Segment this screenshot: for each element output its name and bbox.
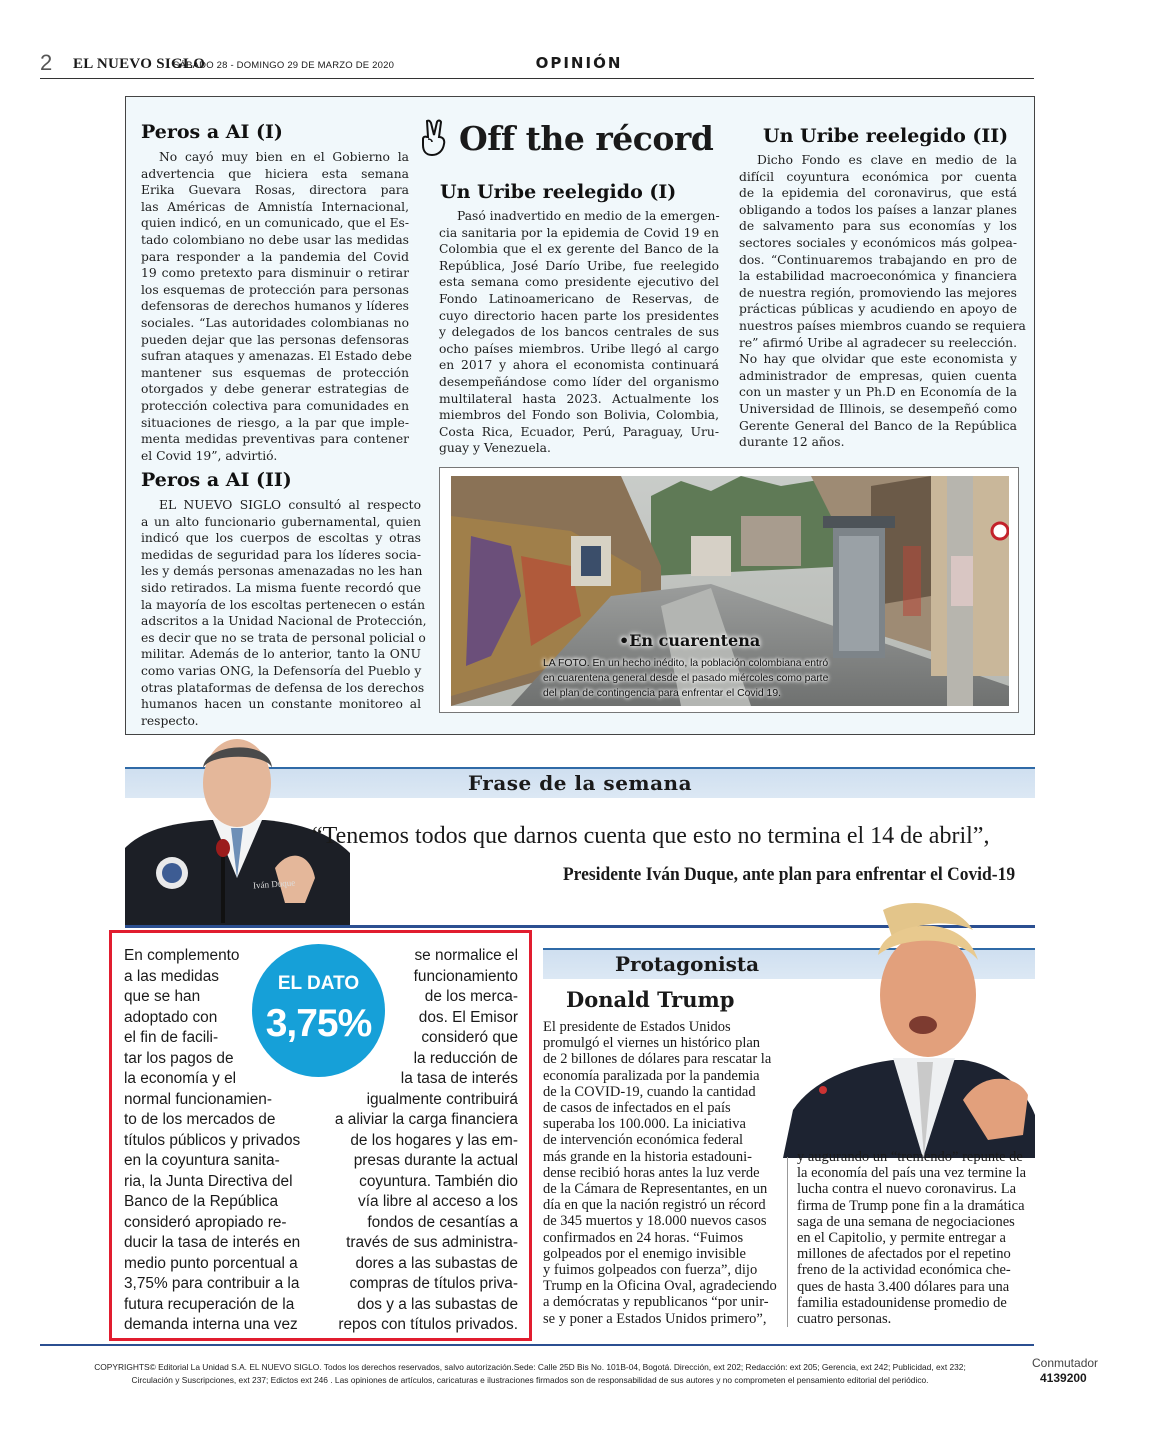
text-line: Trump en la Oficina Oval, agradeciendo xyxy=(543,1278,777,1295)
text-line: tar los pagos de xyxy=(124,1049,234,1067)
frase-attribution: Presidente Iván Duque, ante plan para enfrentar el Covid-19 xyxy=(563,864,1016,885)
el-dato-box xyxy=(109,930,532,1341)
text-line: difícil coyuntura económica por cuenta xyxy=(739,169,1017,184)
text-line: en la coyuntura sanita- xyxy=(124,1152,280,1169)
footer-rule xyxy=(40,1344,1034,1346)
text-line: dense recibió horas antes la luz verde xyxy=(543,1164,760,1181)
text-line: más grande en la historia estadouni- xyxy=(543,1148,752,1165)
text-line: Pasó inadvertido en medio de la emergen- xyxy=(457,209,720,223)
text-line: otras plataformas de defensa de los derechos xyxy=(141,680,425,695)
text-line: esta semana como presidente ejecutivo del xyxy=(439,275,719,290)
text-line: se y poner a Estados Unidos primero”, xyxy=(543,1310,767,1327)
text-line: pueden dejar que las personas defensoras xyxy=(141,332,409,347)
text-line: a un alto funcionario gubernamental, quien xyxy=(141,514,421,529)
text-line: militar. Además de lo anterior, tanto la ONU xyxy=(141,647,421,662)
text-line: multilateral hasta 2023. Actualmente los xyxy=(439,391,719,406)
text-line: sufran ataques y amenazas. El Estado debe xyxy=(141,349,412,364)
text-line: la tasa de interés xyxy=(400,1070,518,1087)
text-line: advertencia que hiciera esta semana xyxy=(141,166,409,181)
text-line: No hay que olvidar que este economista y xyxy=(739,352,1017,367)
off-the-record-title: Off the récord xyxy=(459,119,714,158)
text-line: firma de Trump pone fin a la dramática xyxy=(797,1197,1025,1214)
protagonista-col1 xyxy=(543,1019,779,1327)
text-line: de nuestra región, promoviendo las mejores xyxy=(739,285,1017,300)
text-line: con un master y un Ph.D en Economía de la xyxy=(739,385,1017,400)
text-line: menta medidas preventivas para contener xyxy=(141,432,409,447)
footer-copyright xyxy=(40,1361,1020,1387)
text-line: repos con títulos privados. xyxy=(338,1316,518,1333)
text-line: de 2 billones de dólares para rescatar la xyxy=(543,1051,772,1068)
text-line: de casos de infectados en el país xyxy=(543,1100,731,1117)
section-title: OPINIÓN xyxy=(535,54,623,72)
uribe-1-heading: Un Uribe reelegido (I) xyxy=(440,181,677,203)
text-line: consideró que xyxy=(421,1029,518,1046)
text-line: dos. “Continuaremos trabajando en pro de xyxy=(739,252,1017,267)
frase-label: Frase de la semana xyxy=(467,771,693,795)
text-line: tado colombiano no debe usar las medidas xyxy=(141,232,409,247)
text-line: vía libre al acceso a los xyxy=(358,1193,518,1210)
text-line: Erika Guevara Rosas, directora para xyxy=(141,183,409,198)
jacket-name: Iván Duque xyxy=(252,877,296,891)
text-line: del plan de contingencia para enfrentar el Covid 19. xyxy=(543,688,781,699)
text-line: protección colectiva para comunidades en xyxy=(141,398,409,413)
text-line: a aliviar la carga financiera xyxy=(334,1111,518,1128)
conmutador-label: Conmutador xyxy=(1032,1356,1099,1370)
text-line: a demócratas y republicanos “por unir- xyxy=(543,1294,769,1311)
text-line: ocho países miembros. Uribe llegó al cargo xyxy=(439,341,719,356)
text-line: desempeñándose como líder del organismo xyxy=(439,374,719,389)
text-line: No cayó muy bien en el Gobierno la xyxy=(159,150,409,164)
text-line: medio punto porcentual a xyxy=(124,1254,298,1272)
text-line: el Covid 19”, advirtió. xyxy=(141,448,278,463)
conmutador-number: 4139200 xyxy=(1040,1371,1087,1385)
photo-caption xyxy=(543,656,863,701)
off-the-record-box xyxy=(125,96,1035,735)
text-line: normal funcionamien- xyxy=(124,1090,272,1108)
text-line: superaba los 100.000. La iniciativa xyxy=(543,1116,746,1133)
text-line: re” afirmó Uribe al agradecer su reelección. xyxy=(739,335,1017,350)
text-line: Universidad de Illinois, se desempeñó como xyxy=(739,401,1017,416)
text-line: futura recuperación de la xyxy=(124,1295,295,1313)
text-line: de la epidemia del coronavirus, que está xyxy=(739,186,1017,201)
text-line: 19 como pretexto para disminuir o retirar xyxy=(141,266,409,281)
text-line: Colombia que el ex gerente del Banco de la xyxy=(439,242,719,257)
text-line: de salvamento para sus economías y los xyxy=(739,219,1017,234)
text-line: sociales. “Las autoridades colombianas no xyxy=(141,315,409,330)
text-line: golpeados por el enemigo invisible xyxy=(543,1245,746,1262)
text-line: el fin de facili- xyxy=(124,1029,219,1046)
text-line: dores a las subastas de xyxy=(355,1254,518,1272)
text-line: cuyo directorio hacen parte los presidentes xyxy=(439,308,719,323)
uribe-1-body xyxy=(439,208,719,457)
text-line: familia estadounidense promedio de xyxy=(797,1294,1007,1311)
donald-trump-photo xyxy=(783,900,1035,1158)
text-line: 3,75% para contribuir a la xyxy=(124,1275,300,1292)
text-line: administrador de empresas, quien cuenta xyxy=(739,368,1017,383)
text-line: Costa Rica, Ecuador, Perú, Paraguay, Uru- xyxy=(439,424,719,439)
protagonista-col2 xyxy=(797,1149,1035,1327)
text-line: otorgados y debe generar estrategias de xyxy=(141,382,409,397)
text-line: indicó que los cuerpos de escoltas y otras xyxy=(141,531,421,546)
text-line: saga de una semana de negociaciones xyxy=(797,1213,1015,1230)
text-line: de la COVID-19, cuando la cantidad xyxy=(543,1083,756,1100)
text-line: lucha contra el nuevo coronavirus. La xyxy=(797,1181,1017,1198)
quarantine-street-photo xyxy=(451,476,1009,706)
el-dato-label: EL DATO xyxy=(277,973,360,994)
photo-frame xyxy=(439,467,1019,713)
text-line: situaciones de riesgo, a la par que imple- xyxy=(141,415,409,430)
text-line: para responder a la pandemia del Covid xyxy=(141,249,409,264)
text-line: En complemento xyxy=(124,947,240,964)
text-line: ques de hasta 3.400 dólares para una xyxy=(797,1278,1010,1295)
text-line: la economía y el xyxy=(124,1070,237,1087)
text-line: Banco de la República xyxy=(124,1193,279,1210)
text-line: que se han xyxy=(124,988,201,1005)
text-line: cuatro personas. xyxy=(797,1311,892,1328)
text-line: la economía del país una vez termine la xyxy=(797,1165,1027,1182)
protagonista-label: Protagonista xyxy=(615,952,760,976)
text-line: economía paralizada por la pandemia xyxy=(543,1067,760,1084)
text-line: LA FOTO. En un hecho inédito, la población colombiana entró xyxy=(543,658,829,669)
text-line: es decir que no se trata de personal policial o xyxy=(141,630,426,645)
peros-2-body xyxy=(141,497,427,729)
text-line: confirmados en 24 horas. “Fuimos xyxy=(543,1229,744,1246)
text-line: les y demás personas amenazadas no les han xyxy=(141,564,423,579)
text-line: to de los mercados de xyxy=(124,1111,276,1128)
text-line: respecto. xyxy=(141,713,199,728)
text-line: sido retirados. La misma fuente recordó que xyxy=(141,580,421,595)
text-line: República, José Darío Uribe, fue reelegido xyxy=(439,258,719,273)
footer-line-1: COPYRIGHTS© Editorial La Unidad S.A. EL NUEVO SIGLO. Todos los derechos reservados, salvo autorización.Sede: Calle 25D Bis No. 101B-04, Bogotá. Dirección, ext 202; Redacción: ext 205; Gerencia, ext 242; Publicidad, ext 232; xyxy=(94,1362,966,1372)
text-line: a las medidas xyxy=(124,967,219,985)
text-line: funcionamiento xyxy=(413,967,518,985)
text-line: promulgó el viernes un histórico plan xyxy=(543,1035,761,1052)
text-line: demanda interna una vez xyxy=(124,1316,298,1333)
uribe-2-heading: Un Uribe reelegido (II) xyxy=(763,125,1009,147)
masthead: EL NUEVO SIGLO xyxy=(73,56,206,72)
el-dato-circle xyxy=(252,944,385,1077)
text-line: freno de la actividad económica che- xyxy=(797,1262,1011,1279)
peros-2-heading: Peros a AI (II) xyxy=(141,469,292,491)
text-line: EL NUEVO SIGLO consultó al respecto xyxy=(159,498,421,512)
text-line: millones de afectados por el repetino xyxy=(797,1246,1011,1263)
text-line: defensoras de derechos humanos y líderes xyxy=(141,299,409,314)
text-line: medidas de seguridad para los líderes socia- xyxy=(141,547,421,562)
issue-date: SÁBADO 28 - DOMINGO 29 DE MARZO DE 2020 xyxy=(173,60,395,71)
text-line: guay y Venezuela. xyxy=(439,441,551,456)
peros-1-body xyxy=(141,149,412,464)
text-line: coyuntura. También dio xyxy=(359,1172,518,1190)
text-line: de intervención económica federal xyxy=(543,1132,744,1149)
header-rule xyxy=(40,78,1034,79)
photo-caption-title: •En cuarentena xyxy=(619,631,761,650)
text-line: humanos hacen un constante monitoreo al xyxy=(141,697,421,712)
victory-hand-icon xyxy=(419,119,449,157)
text-line: adoptado con xyxy=(124,1008,218,1026)
text-line: y delegados de los bancos centrales de sus xyxy=(439,325,719,340)
text-line: miembros del Fondo son Bolivia, Colombia, xyxy=(439,408,719,423)
text-line: quien indicó, en un comunicado, que el Es- xyxy=(141,216,410,231)
column-divider xyxy=(787,1157,788,1327)
text-line: la estabilidad macroeconómica y financiera xyxy=(739,269,1017,284)
protagonista-name: Donald Trump xyxy=(566,987,735,1012)
text-line: durante 12 años. xyxy=(739,435,845,450)
frase-quote: “Tenemos todos que darnos cuenta que esto no termina el 14 de abril”, xyxy=(312,823,990,849)
text-line: de los hogares y las em- xyxy=(350,1131,518,1149)
text-line: nuestros países miembros cuando se requiera xyxy=(739,318,1026,333)
text-line: igualmente contribuirá xyxy=(366,1090,518,1108)
text-line: de la Cámara de Representantes, en un xyxy=(543,1181,768,1198)
text-line: adscritos a la Unidad Nacional de Protección, xyxy=(141,614,427,629)
text-line: compras de títulos priva- xyxy=(349,1275,518,1292)
text-line: la mayoría de los escoltas pertenecen o están xyxy=(141,597,426,612)
text-line: de los merca- xyxy=(424,988,518,1005)
text-line: los esquemas de protección para personas xyxy=(141,282,409,297)
text-line: se normalice el xyxy=(414,947,518,964)
text-line: Dicho Fondo es clave en medio de la xyxy=(757,153,1017,167)
text-line: ria, la Junta Directiva del xyxy=(124,1172,293,1190)
text-line: en 2017 y ahora el economista continuará xyxy=(439,358,719,373)
uribe-2-body xyxy=(739,152,1026,451)
text-line: las Américas de Amnistía Internacional, xyxy=(141,199,409,214)
text-line: Gerente General del Banco de la República xyxy=(739,418,1017,433)
text-line: de 345 muertos y 18.000 nuevos casos xyxy=(543,1213,767,1230)
text-line: la reducción de xyxy=(413,1049,518,1067)
text-line: en cuarentena general desde el pasado miércoles como parte xyxy=(543,673,829,684)
page-number: 2 xyxy=(40,50,53,75)
text-line: fondos de cesantías a xyxy=(367,1213,518,1231)
text-line: prácticas públicas y acudiendo en apoyo de xyxy=(739,302,1017,317)
text-line: y fuimos golpeados con fuerza”, dijo xyxy=(543,1262,758,1279)
text-line: dos. El Emisor xyxy=(418,1008,518,1026)
text-line: sectores sociales y económicos más golpea- xyxy=(739,235,1017,250)
peros-1-heading: Peros a AI (I) xyxy=(141,121,283,143)
text-line: y augurando un “tremendo” repunte de xyxy=(797,1149,1023,1165)
text-line: obligando a todos los países a lanzar planes xyxy=(739,202,1017,217)
text-line: través de sus administra- xyxy=(346,1234,518,1251)
text-line: ducir la tasa de interés en xyxy=(124,1234,301,1251)
text-line: consideró apropiado re- xyxy=(124,1213,287,1231)
text-line: Fondo Latinoamericano de Reservas, de xyxy=(439,291,719,306)
text-line: dos y a las subastas de xyxy=(357,1295,518,1313)
text-line: cia sanitaria por la epidemia de Covid 19 en xyxy=(439,225,719,240)
text-line: mantener sus esquemas de protección xyxy=(141,365,409,380)
text-line: en el Capitolio, y permite entregar a xyxy=(797,1230,1006,1247)
text-line: títulos públicos y privados xyxy=(124,1131,301,1149)
el-dato-value: 3,75% xyxy=(265,1002,372,1045)
text-line: presas durante la actual xyxy=(353,1152,518,1169)
text-line: como varias ONG, la Defensoría del Pueblo y xyxy=(141,663,422,678)
footer-line-2: Circulación y Suscripciones, ext 237; Edictos ext 246 . Las opiniones de artículos, caricaturas e ilustraciones firmados son de responsabilidad de sus autores y no comprometen el pensamiento editorial del periódico. xyxy=(131,1375,929,1385)
text-line: día en que la nación registró un récord xyxy=(543,1197,766,1214)
text-line: El presidente de Estados Unidos xyxy=(543,1019,731,1035)
